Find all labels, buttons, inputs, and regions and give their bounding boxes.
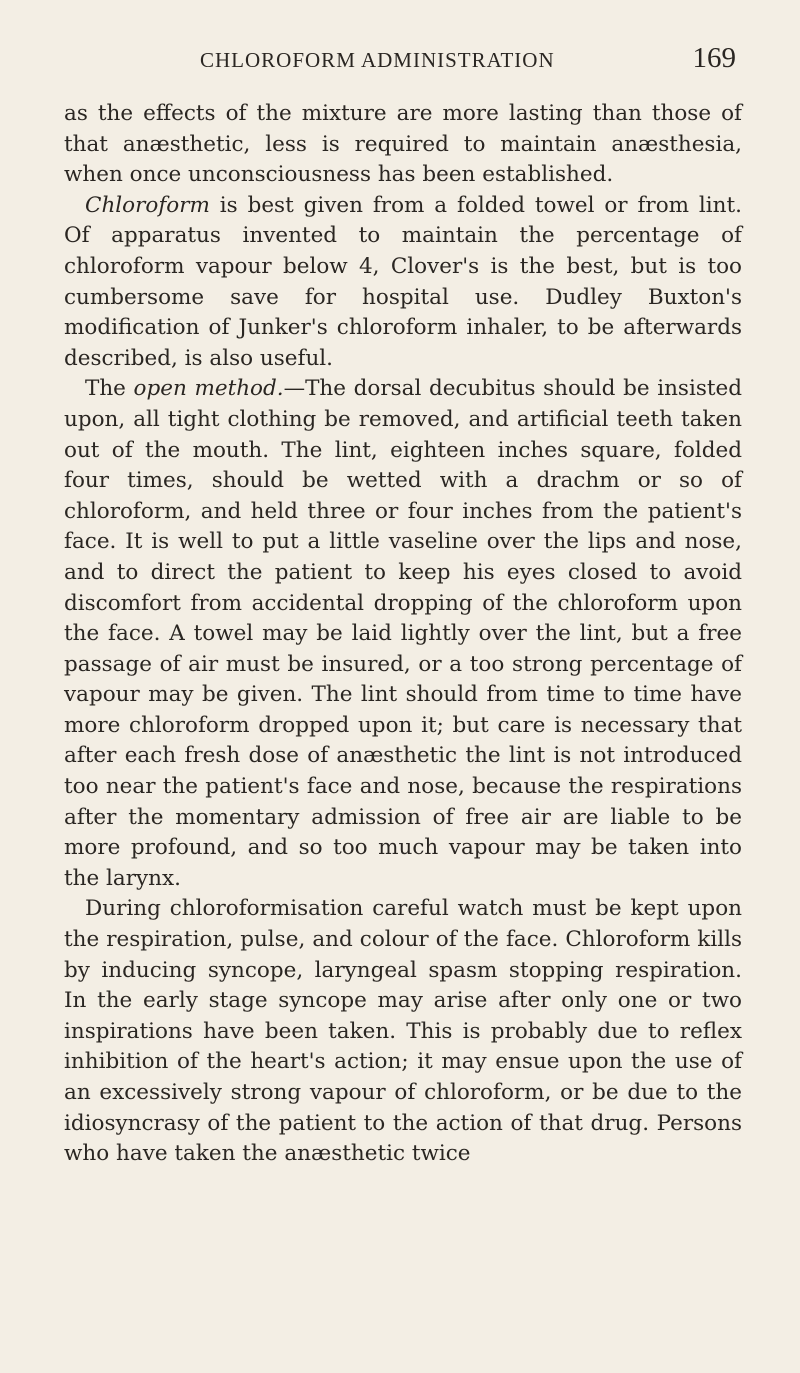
paragraph-lead-italic: open method. [133, 376, 284, 402]
paragraph-chloroform [64, 191, 742, 375]
paragraph-lead-italic: Chloroform [85, 192, 210, 218]
paragraph-lead-prefix: The [85, 376, 134, 402]
running-title: CHLOROFORM ADMINISTRATION [200, 48, 555, 72]
paragraph-text: as the effects of the mixture are more lasting than those of that anæsthetic, less is required to maintain anæsthesia, when once unconsciousness has been established. [64, 101, 742, 188]
paragraph-chloroformisation [64, 894, 742, 1169]
paragraph-continuation [64, 99, 742, 191]
paragraph-text: is best given from a folded towel or from lint. Of apparatus invented to maintain the percentage of chloroform vapour below 4, Clover's is the best, but is too cumbersome save for hospital use. Dudley Buxton's modification of Junker's chloroform inhaler, to be afterwards described, is also useful. [64, 192, 742, 371]
paragraph-text: —The dorsal decubitus should be insisted upon, all tight clothing be removed, and artificial teeth taken out of the mouth. The lint, eighteen inches square, folded four times, should be wetted with a drachm or so of chloroform, and held three or four inches from the patient's face. It is well to put a little vaseline over the lips and nose, and to direct the patient to keep his eyes closed to avoid discomfort from accidental dropping of the chloroform upon the face. A towel may be laid lightly over the lint, but a free passage of air must be insured, or a too strong percentage of vapour may be given. The lint should from time to time have more chloroform dropped upon it; but care is necessary that after each fresh dose of anæsthetic the lint is not introduced too near the patient's face and nose, because the respirations after the momentary admission of free air are liable to be more profound, and so too much vapour may be taken into the larynx. [64, 376, 742, 891]
running-head [140, 42, 740, 82]
page-number: 169 [692, 42, 736, 74]
body-text [64, 99, 742, 1170]
paragraph-text: During chloroformisation careful watch must be kept upon the respiration, pulse, and colour of the face. Chloroform kills by inducing syncope, laryngeal spasm stopping respiration. In the early stage syncope may arise after only one or two inspirations have been taken. This is probably due to reflex inhibition of the heart's action; it may ensue upon the use of an excessively strong vapour of chloroform, or be due to the idiosyncrasy of the patient to the action of that drug. Persons who have taken the anæsthetic twice [64, 896, 742, 1167]
paragraph-open-method [64, 374, 742, 894]
